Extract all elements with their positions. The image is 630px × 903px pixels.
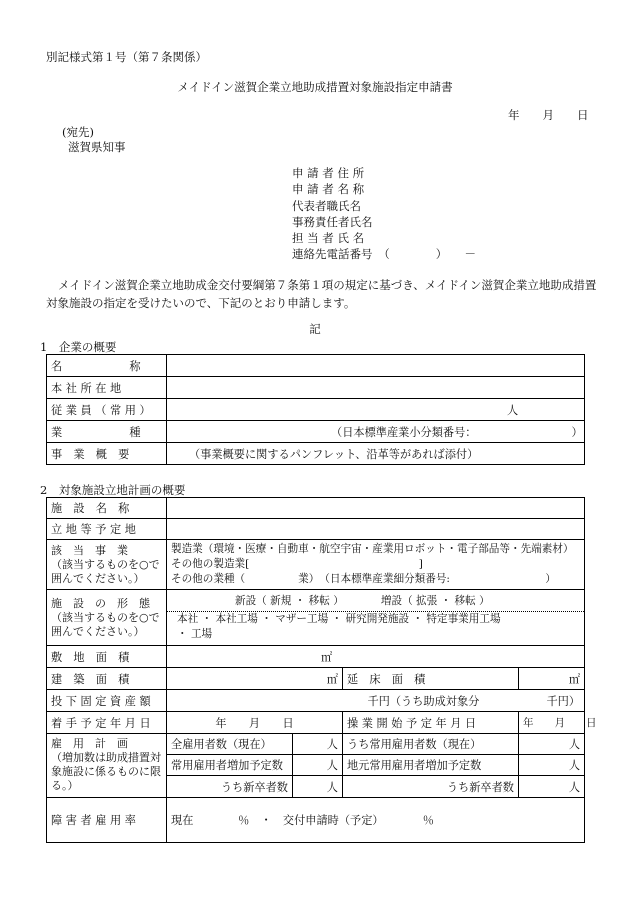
hq-address-field[interactable] xyxy=(167,377,585,399)
business-type-sub: （該当するものを○で囲んでください。） xyxy=(51,557,160,585)
new-grads-field-1[interactable] xyxy=(293,776,343,798)
employment-label-cell xyxy=(47,734,167,798)
person-unit: 人 xyxy=(568,738,581,751)
total-employees-field[interactable] xyxy=(293,734,343,755)
floor-area-field[interactable] xyxy=(519,668,585,690)
ki-mark: 記 xyxy=(309,322,321,336)
hq-address-label: 本 社 所 在 地 xyxy=(47,377,167,399)
section1-heading: 1 企業の概要 xyxy=(40,340,117,354)
business-type-label-cell xyxy=(47,540,167,590)
facility-name-field[interactable] xyxy=(167,498,585,519)
contact-person-label: 担 当 者 氏 名 xyxy=(292,231,365,246)
facility-form-line-2: 本社 ・ 本社工場 ・ マザー工場 ・ 研究開発施設 ・ 特定事業用工場 xyxy=(177,612,501,625)
site-label: 立 地 等 予 定 地 xyxy=(47,519,167,540)
building-area-unit: ㎡ xyxy=(326,672,338,686)
facility-form-sub: （該当するものを○で囲んでください。） xyxy=(51,610,160,638)
floor-area-label: 延 床 面 積 xyxy=(343,668,519,690)
op-date-field[interactable] xyxy=(519,712,597,734)
applicant-block xyxy=(292,165,476,263)
body-paragraph: メイドイン滋賀企業立地助成金交付要綱第７条第１項の規定に基づき、メイドイン滋賀企業立地助成措置対象施設の指定を受けたいので、下記のとおり申請します。 xyxy=(46,278,597,310)
section2-heading: 2 対象施設立地計画の概要 xyxy=(40,483,186,497)
new-grads-field-2[interactable] xyxy=(519,776,585,798)
investment-label: 投 下 固 定 資 産 額 xyxy=(47,690,167,712)
site-field[interactable] xyxy=(167,519,585,540)
form-number: 別記様式第１号（第７条関係） xyxy=(46,50,207,64)
company-overview-table xyxy=(46,354,585,465)
facility-plan-table xyxy=(46,497,597,843)
employment-sub: （増加数は助成措置対象施設に係るものに限る。） xyxy=(51,751,161,792)
industry-label: 業 種 xyxy=(47,421,167,443)
industry-field[interactable] xyxy=(167,421,585,443)
facility-form-line-3: ・ 工場 xyxy=(177,627,213,640)
facility-form-line-1: 新設（ 新規 ・ 移転 ） 増設（ 拡張 ・ 移転 ） xyxy=(167,594,584,612)
person-unit: 人 xyxy=(326,759,338,772)
op-date-label: 操 業 開 始 予 定 年 月 日 xyxy=(343,712,519,734)
disability-value: 現在 ％ ・ 交付申請時（予定） ％ xyxy=(171,814,434,827)
person-unit: 人 xyxy=(326,738,338,751)
person-unit: 人 xyxy=(568,759,581,772)
business-label: 事 業 概 要 xyxy=(47,443,167,465)
employees-field[interactable] xyxy=(167,399,585,421)
business-line-1: 製造業（環境・医療・自動車・航空宇宙・産業用ロボット・電子部品等・先端素材） xyxy=(171,543,574,555)
start-date-label: 着 手 予 定 年 月 日 xyxy=(47,712,167,734)
facility-name-label: 施 設 名 称 xyxy=(47,498,167,519)
business-type-label: 該 当 事 業 xyxy=(51,543,128,557)
addressee-label: (宛先) xyxy=(62,125,94,139)
applicant-name-label: 申 請 者 名 称 xyxy=(292,182,365,197)
new-grads-label-1: うち新卒者数 xyxy=(167,776,293,798)
business-line-3: その他の業種（ 業） （日本標準産業細分類番号: ） xyxy=(171,573,556,585)
industry-note: （日本標準産業小分類番号： ） xyxy=(331,425,583,439)
application-date: 年 月 日 xyxy=(508,108,589,122)
land-area-unit: ㎡ xyxy=(321,650,333,664)
person-unit: 人 xyxy=(326,780,338,794)
company-name-field[interactable] xyxy=(167,355,585,377)
admin-person-label: 事務責任者氏名 xyxy=(292,214,373,229)
local-increase-field[interactable] xyxy=(519,755,585,776)
land-area-field[interactable] xyxy=(167,646,585,668)
facility-form-label: 施 設 の 形 態 xyxy=(51,596,150,610)
disability-label: 障 害 者 雇 用 率 xyxy=(47,798,167,843)
phone-label: 連絡先電話番号 （ ） － xyxy=(292,247,476,262)
business-note: （事業概要に関するパンフレット、沿革等があれば添付） xyxy=(189,447,479,461)
regular-employees-label: うち常用雇用者数（現在） xyxy=(343,734,519,755)
building-area-field[interactable] xyxy=(167,668,343,690)
applicant-address-label: 申 請 者 住 所 xyxy=(292,166,365,180)
investment-value: 千円（うち助成対象分 千円） xyxy=(367,694,581,708)
regular-increase-field[interactable] xyxy=(293,755,343,776)
document-title: メイドイン滋賀企業立地助成措置対象施設指定申請書 xyxy=(177,80,453,94)
land-area-label: 敷 地 面 積 xyxy=(47,646,167,668)
start-date-ymd: 年 月 日 xyxy=(215,716,294,730)
employees-unit: 人 xyxy=(507,403,519,417)
addressee: 滋賀県知事 xyxy=(68,140,126,154)
investment-field[interactable] xyxy=(167,690,585,712)
business-field[interactable] xyxy=(167,443,585,465)
total-employees-label: 全雇用者数（現在） xyxy=(167,734,293,755)
local-increase-label: 地元常用雇用者増加予定数 xyxy=(343,755,519,776)
regular-employees-field[interactable] xyxy=(519,734,585,755)
disability-field[interactable] xyxy=(167,798,585,843)
company-name-label: 名 称 xyxy=(47,355,167,377)
business-type-field[interactable] xyxy=(167,540,585,590)
employment-label: 雇 用 計 画 xyxy=(51,737,128,750)
facility-form-field[interactable] xyxy=(167,590,585,646)
person-unit: 人 xyxy=(568,780,581,794)
floor-area-unit: ㎡ xyxy=(568,672,581,686)
representative-label: 代表者職氏名 xyxy=(292,198,361,213)
new-grads-label-2: うち新卒者数 xyxy=(343,776,519,798)
regular-increase-label: 常用雇用者増加予定数 xyxy=(167,755,293,776)
start-date-field[interactable] xyxy=(167,712,343,734)
facility-form-label-cell xyxy=(47,590,167,646)
op-date-ymd: 年 月 日 xyxy=(523,717,597,729)
employees-label: 従 業 員 （ 常 用 ） xyxy=(47,399,167,421)
business-line-2: その他の製造業[ ] xyxy=(171,558,423,570)
building-area-label: 建 築 面 積 xyxy=(47,668,167,690)
